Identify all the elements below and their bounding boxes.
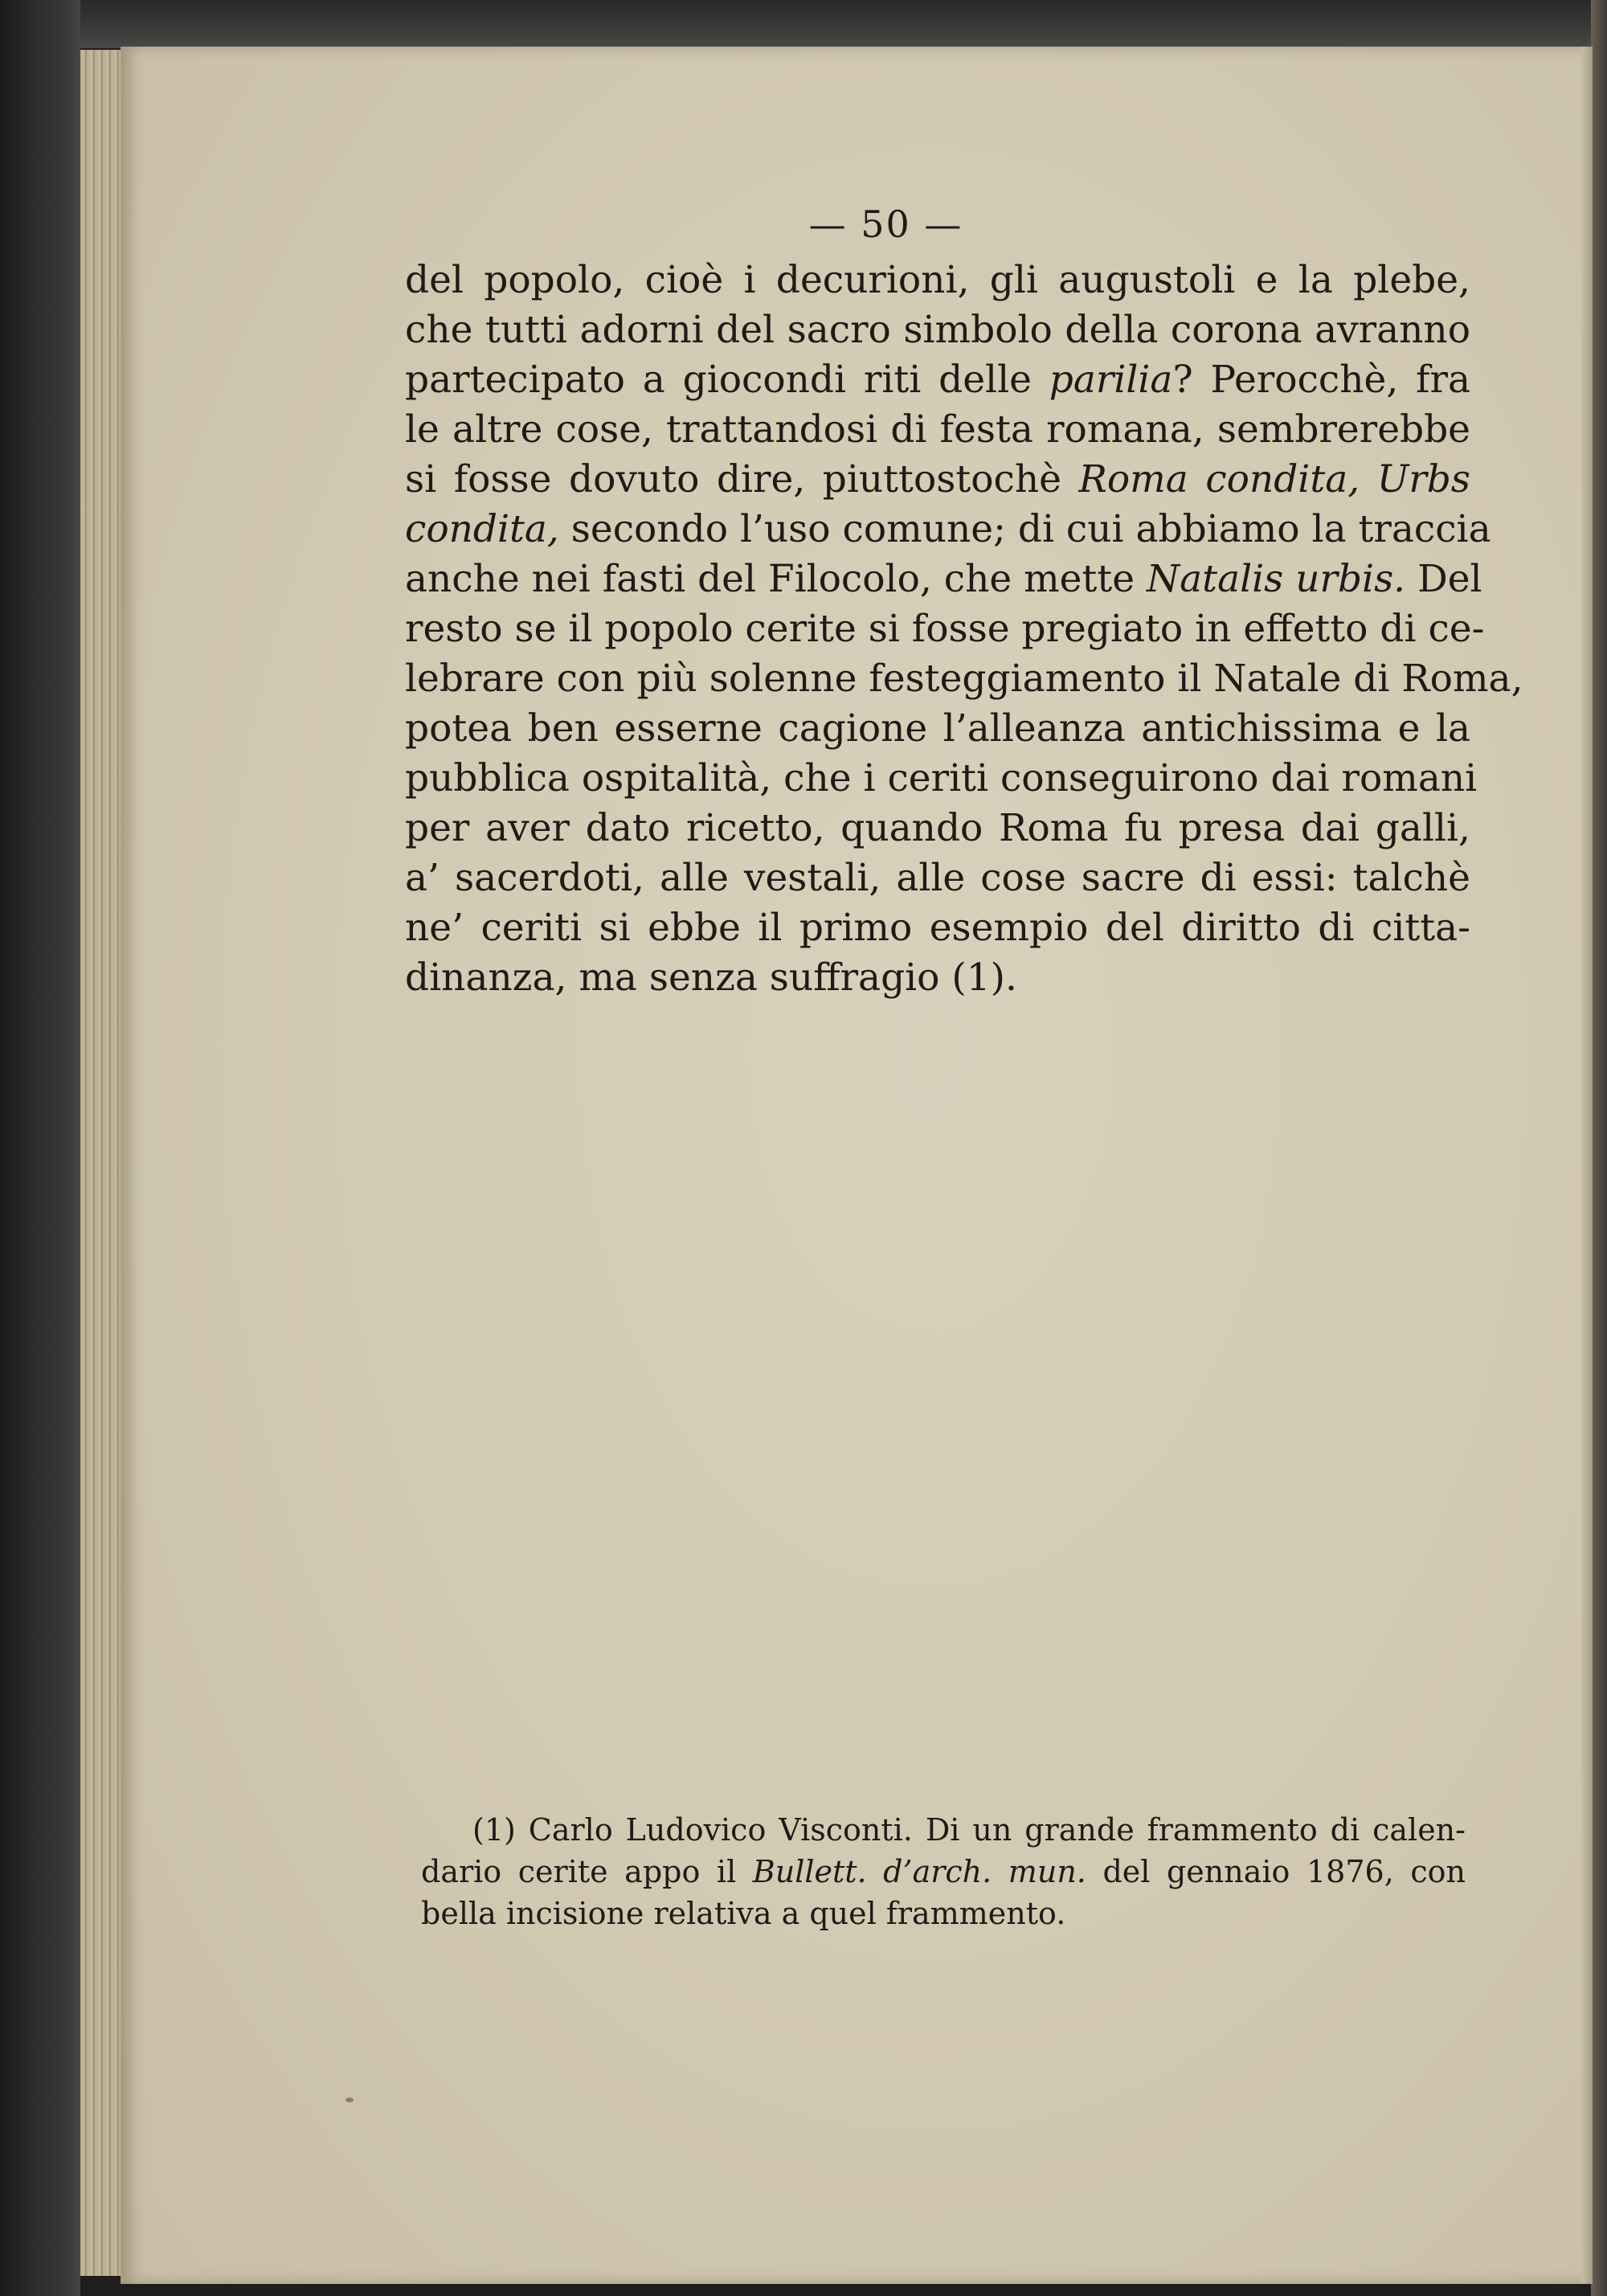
- text-line: le altre cose, trattandosi di festa romana, sembrerebbe: [405, 407, 1470, 452]
- italic-term: Roma condita, Urbs: [1078, 457, 1470, 501]
- text-line: [405, 555, 1482, 604]
- text-fragment: partecipato a giocondi riti delle: [405, 358, 1049, 402]
- text-line: per aver dato ricetto, quando Roma fu presa dai galli,: [405, 806, 1470, 850]
- text-line: lebrare con più solenne festeggiamento il Natale di Roma,: [405, 657, 1523, 701]
- text-line: resto se il popolo cerite si fosse pregiato in effetto di ce-: [405, 607, 1485, 651]
- text-line: a’ sacerdoti, alle vestali, alle cose sacre di essi: talchè: [405, 856, 1470, 900]
- text-fragment: secondo l’uso comune; di cui abbiamo la traccia: [558, 507, 1491, 551]
- book-cover-left: [0, 0, 80, 2296]
- text-fragment: anche nei fasti del Filocolo, che mette: [405, 557, 1147, 601]
- paper-speck: [346, 2098, 354, 2102]
- text-line: potea ben esserne cagione l’alleanza antichissima e la: [405, 706, 1470, 751]
- text-line: [405, 455, 1470, 505]
- text-fragment: ? Perocchè, fra: [1172, 358, 1470, 402]
- body-text: [405, 256, 1523, 1003]
- italic-term: parilia: [1049, 358, 1173, 402]
- text-fragment: si fosse dovuto dire, piuttostochè: [405, 457, 1079, 501]
- text-line: del popolo, cioè i decurioni, gli augustoli e la plebe,: [405, 258, 1470, 302]
- page-number: — 50 —: [808, 203, 963, 246]
- footnote-line: (1) Carlo Ludovico Visconti. Di un grande frammento di calen-: [472, 1812, 1466, 1848]
- italic-term: condita,: [405, 507, 559, 551]
- text-line: [405, 355, 1470, 405]
- text-fragment: Del: [1405, 557, 1482, 601]
- text-line: pubblica ospitalità, che i ceriti conseguirono dai romani: [405, 756, 1478, 800]
- footnote-line: bella incisione relativa a quel frammento.: [421, 1896, 1066, 1931]
- text-line: ne’ ceriti si ebbe il primo esempio del diritto di citta-: [405, 906, 1470, 950]
- text-line: [405, 505, 1491, 555]
- book-cover-top: [0, 0, 1607, 48]
- italic-term: Natalis urbis.: [1147, 557, 1406, 601]
- footnote-line: [421, 1851, 1466, 1893]
- italic-citation: Bullett. d’arch. mun.: [752, 1854, 1086, 1889]
- page-right-edge: [1581, 47, 1593, 2284]
- text-fragment: del gennaio 1876, con: [1086, 1854, 1466, 1889]
- footnote: [421, 1809, 1466, 1934]
- book-cover-right: [1591, 0, 1607, 2296]
- text-fragment: dario cerite appo il: [421, 1854, 753, 1889]
- text-line: che tutti adorni del sacro simbolo della corona avranno: [405, 308, 1470, 352]
- text-line: dinanza, ma senza suffragio (1).: [405, 956, 1017, 1000]
